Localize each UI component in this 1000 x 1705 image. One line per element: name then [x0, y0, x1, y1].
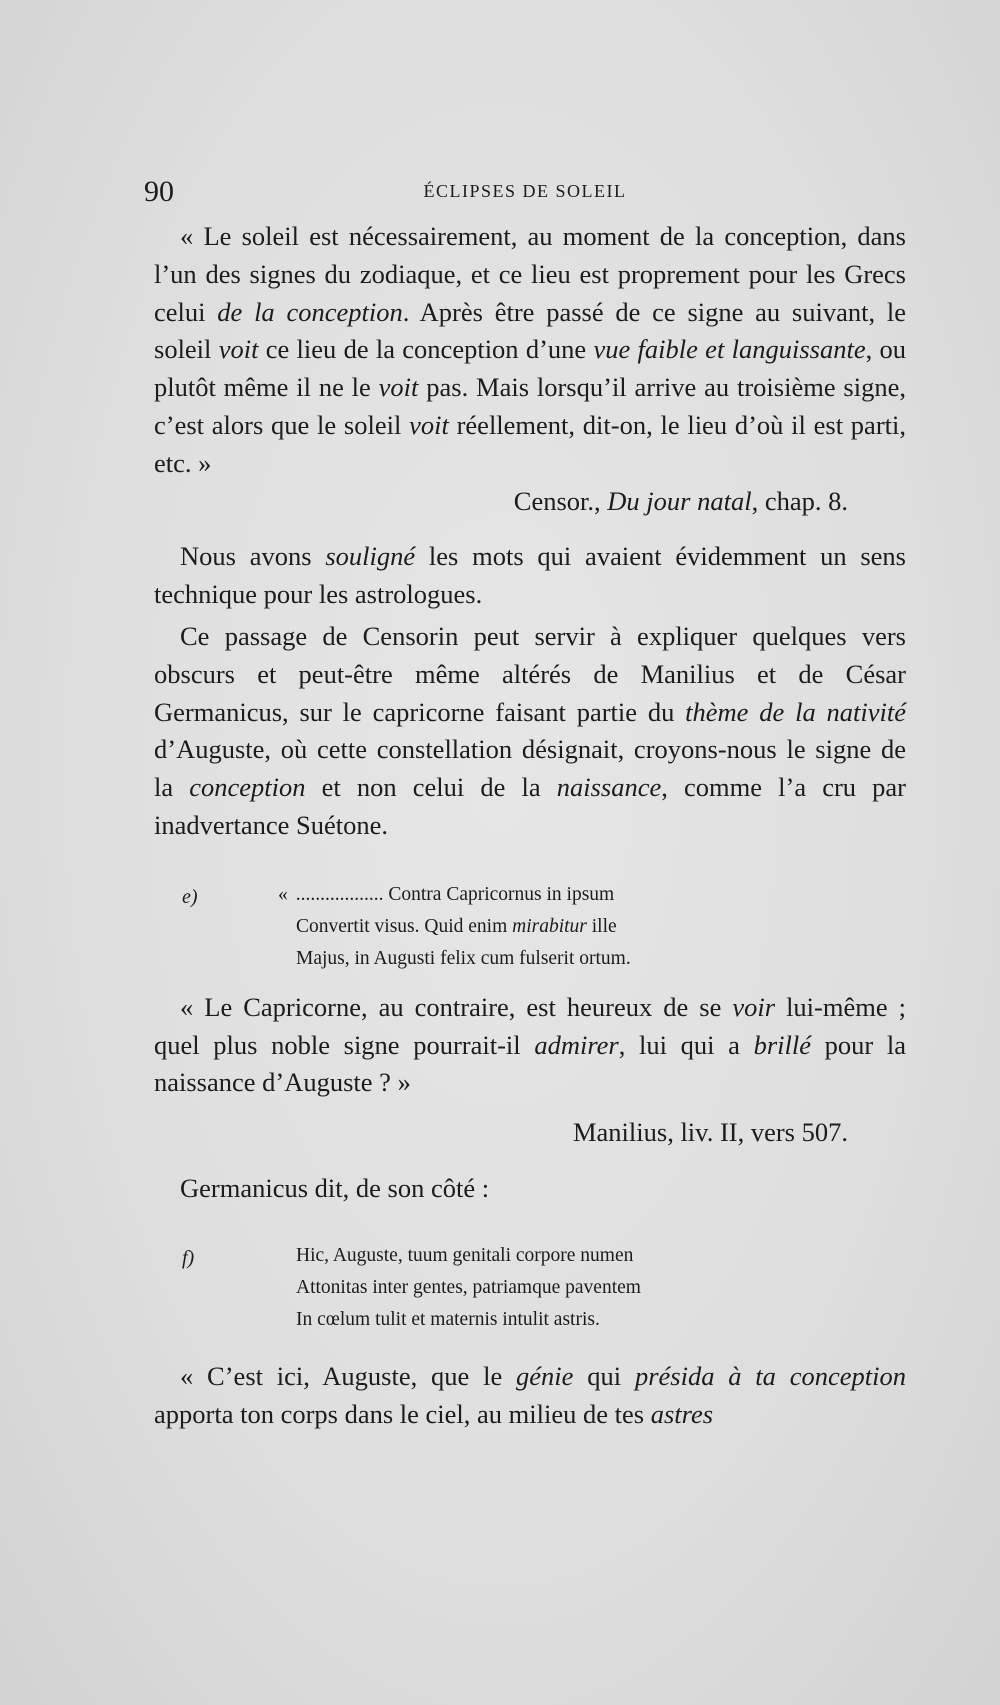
text-run: réellement, dit-on, le lieu d’où il est parti, etc. » [154, 409, 906, 478]
page-header [144, 175, 906, 209]
text-run: Germanicus dit, de son côté : [180, 1172, 490, 1203]
text-run: lui-même ; quel plus noble signe pourrait-il [154, 991, 906, 1060]
text-run: « C’est ici, Auguste, que le [180, 1360, 517, 1391]
italic-text: de la conception [217, 296, 403, 327]
text-run: pour la naissance d’Auguste ? » [154, 1029, 906, 1098]
italic-text: voit [218, 334, 259, 365]
verse-line [296, 1240, 906, 1272]
paragraph-souligne [154, 538, 906, 614]
italic-text: voir [732, 991, 776, 1022]
italic-text: astres [650, 1398, 714, 1429]
text-run: et non celui de la [305, 772, 557, 803]
italic-text: souligné [325, 541, 416, 572]
text-run: Attonitas inter gentes, patriamque paventem [296, 1276, 641, 1298]
paragraph-germanicus [154, 1170, 906, 1208]
verse-line [296, 1304, 906, 1336]
verse-line [296, 1272, 906, 1304]
text-run: Nous avons [180, 541, 326, 572]
paragraph-censorin-passage [154, 618, 906, 845]
italic-text: voit [409, 409, 449, 440]
text-run: , lui qui a [618, 1029, 754, 1060]
text-run: . Après être passé de ce signe au suivant, le soleil [154, 296, 907, 365]
text-run: , comme l’a cru par inadvertance Suétone. [154, 772, 906, 840]
italic-text: génie [516, 1360, 574, 1391]
text-run: Hic, Auguste, tuum genitali corpore numen [296, 1244, 634, 1266]
verse-block-f [154, 1240, 906, 1336]
text-run: In cœlum tulit et maternis intulit astris. [296, 1308, 600, 1330]
text-run: Ce passage de Censorin peut servir à expliquer quelques vers obscurs et peut-être même altérés de Manilius et de César Germanicus, sur le capricorne faisant partie du [154, 620, 906, 727]
open-quote: « [278, 883, 288, 905]
text-run: .................. Contra Capricornus in ipsum [295, 883, 615, 905]
verse-line [278, 879, 906, 911]
italic-text: brillé [753, 1029, 811, 1060]
running-title: ÉCLIPSES DE SOLEIL [423, 181, 627, 201]
quote-censorinus [154, 218, 906, 483]
verse-label-e: e) [182, 885, 198, 908]
text-run: « Le Capricorne, au contraire, est heureux de se [180, 991, 733, 1022]
text-run: qui [573, 1360, 635, 1391]
text-run: pas. Mais lorsqu’il arrive au troisième signe, c’est alors que le soleil [154, 372, 906, 440]
italic-text: conception [189, 772, 306, 803]
italic-text: naissance [556, 772, 662, 803]
verse-block-e [154, 879, 906, 975]
text-run: , ou plutôt même il ne le [154, 334, 906, 403]
verse-line [296, 911, 906, 943]
citation-censorinus [154, 483, 906, 521]
text-run: , chap. 8. [751, 485, 848, 516]
italic-text: thème de la nativité [685, 696, 906, 727]
text-run: ce lieu de la conception d’une [258, 334, 594, 365]
verse-label-f: f) [182, 1246, 195, 1269]
text-run: « Le soleil est nécessairement, au moment de la conception, dans l’un des signes du zodiaque, et ce lieu est proprement pour les Grecs celui [154, 221, 906, 327]
quote-genie [154, 1358, 906, 1434]
italic-text: vue faible et languissante [593, 334, 866, 365]
italic-text: Du jour natal [607, 485, 752, 516]
text-run: apporta ton corps dans le ciel, au milieu de tes [154, 1398, 651, 1429]
page-number: 90 [144, 175, 174, 208]
italic-text: mirabitur [512, 915, 587, 937]
text-run: les mots qui avaient évidemment un sens technique pour les astrologues. [154, 541, 906, 610]
text-run: Convertit visus. Quid enim [296, 915, 513, 937]
quote-capricorne [154, 989, 906, 1102]
text-run: d’Auguste, où cette constellation désignait, croyons-nous le signe de la [154, 734, 906, 803]
italic-text: admirer [534, 1029, 619, 1060]
italic-text: voit [378, 372, 419, 403]
citation-manilius [154, 1114, 906, 1152]
text-run: Majus, in Augusti felix cum fulserit ortum. [296, 947, 631, 969]
verse-line [296, 943, 906, 975]
text-run: Censor., [513, 485, 608, 516]
page-body [154, 218, 906, 1433]
italic-text: présida à ta conception [634, 1360, 906, 1391]
text-run: Manilius, liv. II, vers 507. [572, 1117, 848, 1148]
text-run: ille [586, 915, 617, 937]
